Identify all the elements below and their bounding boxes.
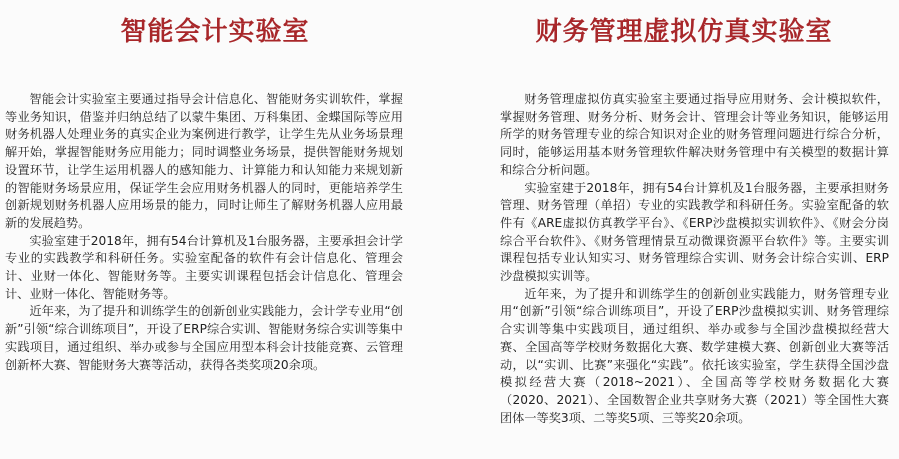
right-lab-description (500, 91, 889, 427)
right-lab-panel (469, 0, 899, 459)
left-paragraph-achievements: 近年来，为了提升和训练学生的创新创业实践能力，会计学专业用“创新”引领“综合训练项目”，开设了ERP综合实训、智能财务综合实训等集中实践项目，通过组织、举办或参与全国应用型本科会计技能竞赛、云管理创新杯大赛、智能财务大赛等活动，获得各类奖项20余项。 (5, 304, 403, 372)
right-paragraph-facilities: 实验室建于2018年，拥有54台计算机及1台服务器，主要承担财务管理、财务管理（单招）专业的实践教学和科研任务。实验室配备的软件有《ARE虚拟仿真教学平台》、《ERP沙盘模拟实训软件》、《财会分岗综合平台软件》、《财务管理情景互动微课资源平台软件》等。主要实训课程包括专业认知实习、财务管理综合实训、财务会计综合实训、ERP沙盘模拟实训等。 (500, 180, 889, 284)
left-lab-title: 智能会计实验室 (120, 17, 310, 47)
right-paragraph-achievements: 近年来，为了提升和训练学生的创新创业实践能力，财务管理专业用“创新”引领“综合训练项目”，开设了ERP沙盘模拟实训、财务管理综合实训等集中实践项目，通过组织、举办或参与全国沙盘模拟经营大赛、全国高等学校财务数据化大赛、数学建模大赛、创新创业大赛等活动，以“实训、比赛”来强化“实践”。依托该实验室，学生获得全国沙盘模拟经营大赛（2018~2021）、全国高等学校财务数据化大赛（2020、2021）、全国数智企业共享财务大赛（2021）等全国性大赛团体一等奖3项、二等奖5项、三等奖20余项。 (500, 286, 889, 425)
left-paragraph-intro: 智能会计实验室主要通过指导会计信息化、智能财务实训软件，掌握等业务知识，借鉴并归纳总结了以蒙牛集团、万科集团、金蝶国际等应用财务机器人处理业务的真实企业为案例进行教学，让学生先从业务场景理解开始，掌握智能财务应用能力；同时调整业务场景，提供智能财务规划设置环节，让学生运用机器人的感知能力、计算能力和认知能力来规划新的智能财务场景应用，保证学生会应用财务机器人的同时，更能培养学生创新规划财务机器人应用场景的能力，同时让师生了解财务机器人应用最新的发展趋势。 (5, 92, 403, 230)
left-lab-description (5, 91, 403, 374)
right-paragraph-intro: 财务管理虚拟仿真实验室主要通过指导应用财务、会计模拟软件，掌握财务管理、财务分析、财务会计、管理会计等业务知识，能够运用所学的财务管理专业的综合知识对企业的财务管理问题进行综合分析，同时，能够运用基本财务管理软件解决财务管理中有关模型的数据计算和综合分析问题。 (500, 92, 889, 177)
left-lab-panel (0, 0, 430, 459)
right-lab-title: 财务管理虚拟仿真实验室 (535, 17, 833, 47)
left-paragraph-facilities: 实验室建于2018年，拥有54台计算机及1台服务器，主要承担会计学专业的实践教学和科研任务。实验室配备的软件有会计信息化、管理会计、业财一体化、智能财务等。主要实训课程包括会计信息化、管理会计、业财一体化、智能财务等。 (5, 233, 403, 301)
